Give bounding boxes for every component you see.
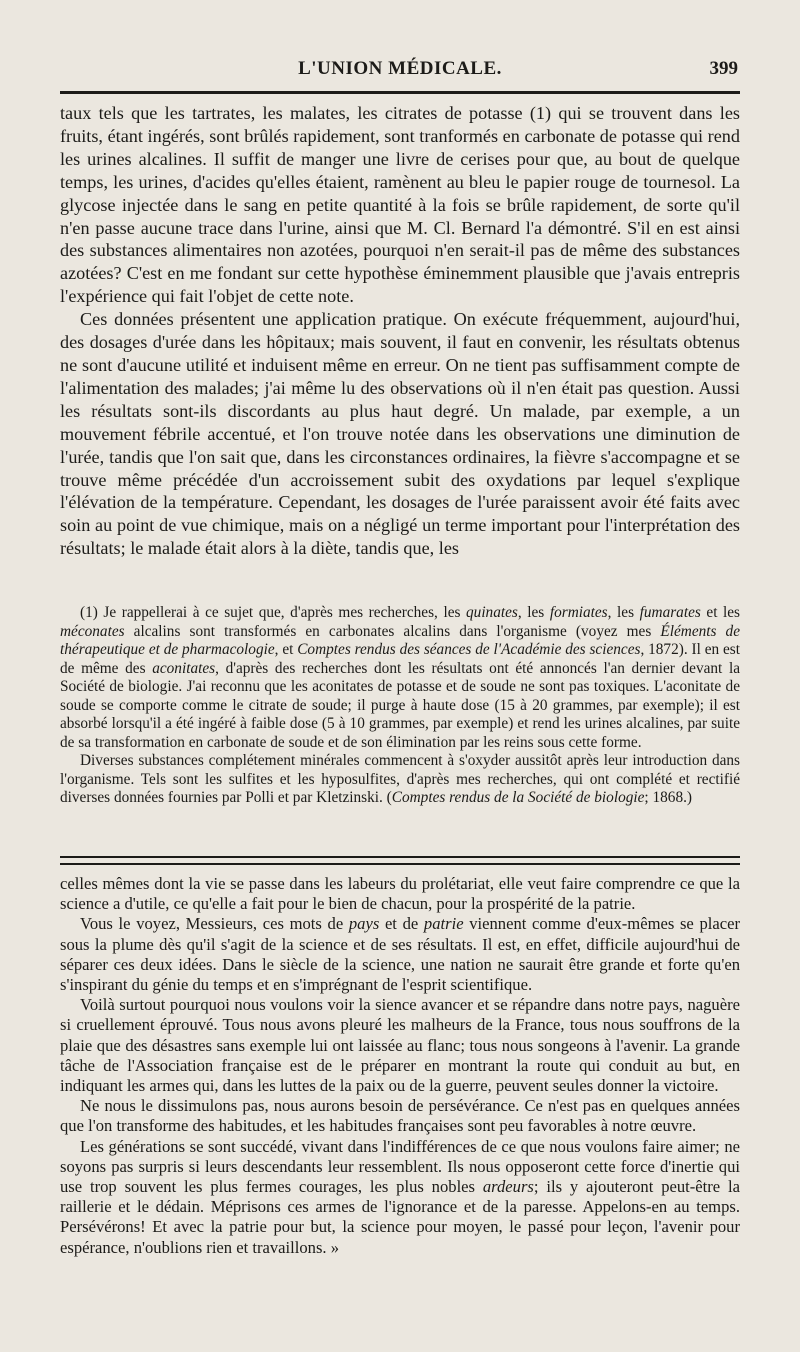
paragraph: taux tels que les tartrates, les malates, les citrates de potasse (1) qui se trouvent dans les fruits, étant ingérés, sont brûlés rapidement, sont tranformés en carbonate de potasse qui rend les urines alcalines. Il suffit de manger une livre de cerises pour que, au bout de quelque temps, les urines, d'acides qu'elles étaient, ramènent au bleu le papier rouge de tournesol. La glycose injectée dans le sang en petite quantité à la fois se brûle rapidement, de sorte qu'il n'en passe aucune trace dans l'urine, ainsi que M. Cl. Bernard l'a démontré. S'il en est ainsi des substances alimentaires non azotées, pourquoi n'en serait-il pas de même des substances azotées? C'est en me fondant sur cette hypothèse éminemment plausible que j'avais entrepris l'expérience qui fait l'objet de cette note. [60,103,740,307]
lower-text [60,874,740,1258]
main-text [60,102,740,560]
paragraph: Vous le voyez, Messieurs, ces mots de pays et de patrie viennent comme d'eux-mêmes se placer sous la plume dès qu'il s'agit de la science et de ses résultats. Il est, en effet, difficile aujourd'hui de séparer ces deux idées. Dans le siècle de la science, une nation ne saurait être grande et forte qu'en s'inspirant du génie du temps et en s'imprégnant de l'esprit scientifique. [60,914,740,995]
section-rule [60,856,740,865]
paragraph: celles mêmes dont la vie se passe dans les labeurs du prolétariat, elle veut faire comprendre ce que la science a d'utile, ce qu'elle a fait pour le bien de chacun, pour la prospérité de la patrie. [60,874,740,914]
paragraph: Ces données présentent une application pratique. On exécute fréquemment, aujourd'hui, des dosages d'urée dans les hôpitaux; mais souvent, il faut en convenir, les résultats obtenus ne sont d'aucune utilité et induisent même en erreur. On ne tient pas suffisamment compte de l'alimentation des malades; j'ai même lu des observations où il n'en était pas question. Aussi les résultats sont-ils discordants au plus haut degré. Un malade, par exemple, a un mouvement fébrile accentué, et l'on trouve notée dans les observations une diminution de l'urée, tandis que l'on sait que, dans les circonstances ordinaires, la fièvre s'accompagne et se trouve même précédée d'un accroissement subit des oxydations par lequel s'explique l'élévation de la température. Cependant, les dosages de l'urée paraissent avoir été faits avec soin au point de vue chimique, mais on a négligé un terme important pour l'interprétation des résultats; le malade était alors à la diète, tandis que, les [60,309,740,559]
page-number: 399 [709,58,738,79]
footnotes [60,604,740,808]
page-header [60,58,740,88]
footnote-2: Diverses substances complétement minérales commencent à s'oxyder aussitôt après leur introduction dans l'organisme. Tels sont les sulfites et les hyposulfites, d'après mes recherches, qui ont complété et rectifié diverses données fournies par Polli et par Kletzinski. (Comptes rendus de la Société de biologie; 1868.) [60,752,740,806]
paragraph: Les générations se sont succédé, vivant dans l'indifférences de ce que nous voulons faire aimer; ne soyons pas surpris si leurs descendants leur ressemblent. Ils nous opposeront cette force d'inertie qui use trop souvent les plus fermes courages, les plus nobles ardeurs; ils y ajouteront peut-être la raillerie et le dédain. Méprisons ces armes de l'ignorance et de la paresse. Appelons-en au temps. Persévérons! Et avec la patrie pour but, la science pour moyen, le passé pour leçon, l'avenir pour espérance, n'oublions rien et travaillons. » [60,1136,740,1257]
paragraph: Voilà surtout pourquoi nous voulons voir la sience avancer et se répandre dans notre pays, naguère si cruellement éprouvé. Tous nous avons pleuré les malheurs de la France, tous nous souffrons de la plaie que des désastres sans exemple lui ont laissée au flanc; tous nous songeons à l'avenir. La grande tâche de l'Association française est de le préparer en montrant la route qui conduit au but, en indiquant les armes qui, dans les luttes de la paix ou de la guerre, peuvent seules donner la victoire. [60,995,740,1096]
paragraph: Ne nous le dissimulons pas, nous aurons besoin de persévérance. Ce n'est pas en quelques années que l'on transforme des habitudes, et les habitudes françaises sont peu favorables à notre œuvre. [60,1096,740,1136]
running-title: L'UNION MÉDICALE. [298,58,502,79]
header-rule [60,91,740,94]
footnote-1: (1) Je rappellerai à ce sujet que, d'après mes recherches, les quinates, les formiates, les fumarates et les méconates alcalins sont transformés en carbonates alcalins dans l'organisme (voyez mes Éléments de thérapeutique et de pharmacologie, et Comptes rendus des séances de l'Académie des sciences, 1872). Il en est de même des aconitates, d'après des recherches dont les résultats ont été annoncés l'an dernier devant la Société de biologie. J'ai reconnu que les aconitates de potasse et de soude ne sont pas toxiques. L'aconitate de soude se comporte comme le citrate de soude; il purge à haute dose (15 à 20 grammes, par exemple); il est absorbé lorsqu'il a été ingéré à faible dose (5 à 10 grammes, par exemple) et rend les urines alcalines, par suite de sa transformation en carbonate de soude et de son élimination par les reins sous cette forme. [60,604,741,751]
